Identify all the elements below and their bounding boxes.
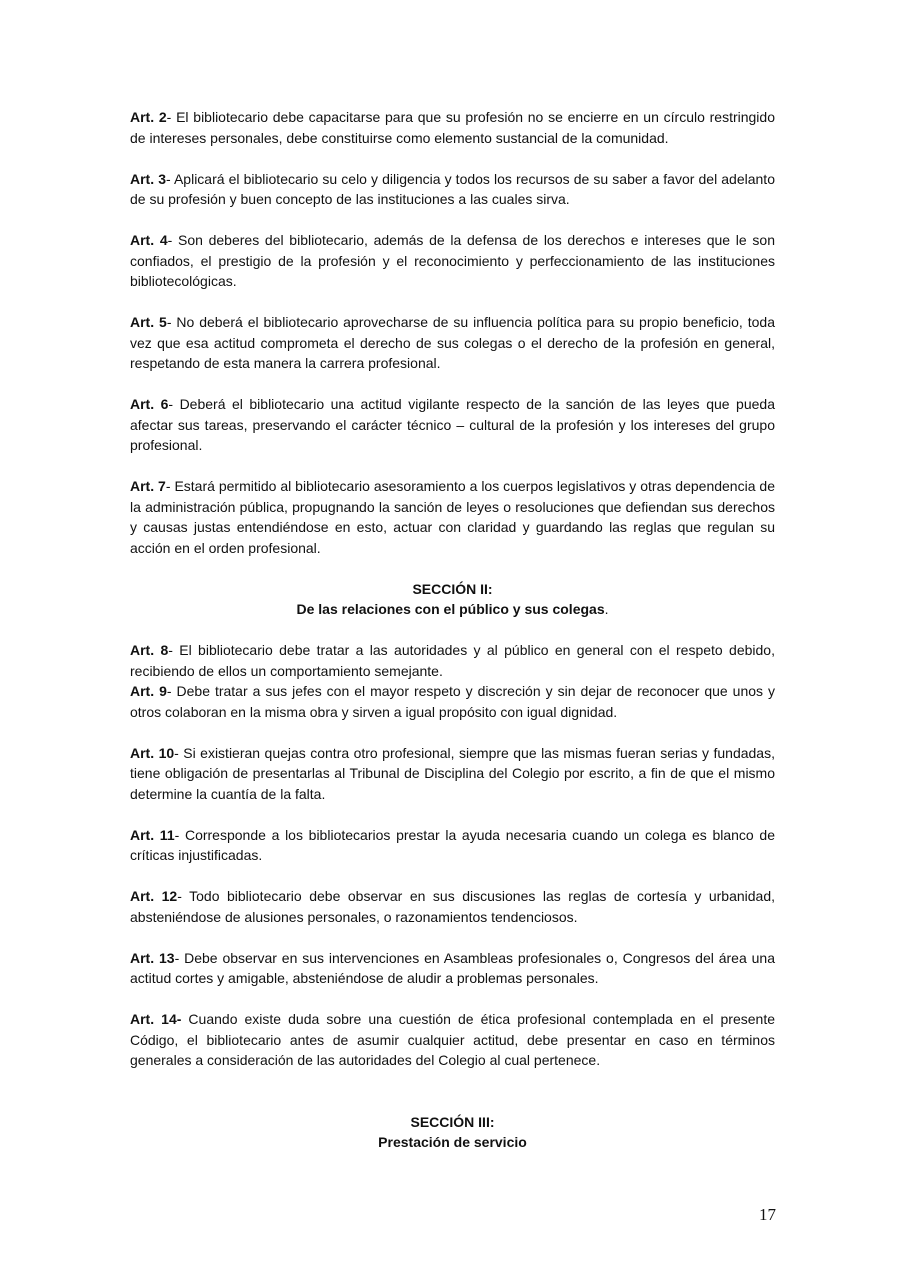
article-label: Art. 9 — [130, 683, 167, 699]
article-10 — [130, 743, 775, 805]
article-text: Cuando existe duda sobre una cuestión de ética profesional contemplada en el presente Código, el bibliotecario antes de asumir cualquier actitud, debe presentar en caso en términos generales a consideración de las autoridades del Colegio al cual pertenece. — [130, 1011, 775, 1068]
article-label: Art. 5 — [130, 314, 167, 330]
article-label: Art. 10 — [130, 744, 175, 761]
article-2 — [130, 107, 775, 148]
section-3-subtitle: Prestación de servicio — [378, 1134, 527, 1150]
section-2-subtitle-suffix: . — [604, 601, 609, 617]
article-5 — [130, 312, 775, 374]
article-3 — [130, 169, 775, 210]
page-number: 17 — [759, 1205, 776, 1224]
article-8 — [130, 640, 775, 681]
article-text: - El bibliotecario debe tratar a las autoridades y al público en general con el respeto debido, recibiendo de ellos un comportamiento semejante. — [130, 642, 775, 679]
article-text: - Son deberes del bibliotecario, además de la defensa de los derechos e intereses que le son confiados, el prestigio de la profesión y el reconocimiento y perfeccionamiento de las instituciones bibliotecológicas. — [130, 232, 775, 289]
section-2-heading: SECCIÓN II: — [412, 580, 493, 597]
article-label: Art. 8 — [130, 642, 169, 658]
page-content — [130, 107, 775, 1153]
article-12 — [130, 886, 775, 927]
article-14 — [130, 1009, 775, 1071]
article-13 — [130, 948, 775, 989]
article-label: Art. 4 — [130, 232, 168, 248]
article-4 — [130, 230, 775, 292]
article-text: - Si existieran quejas contra otro profesional, siempre que las mismas fueran serias y fundadas, tiene obligación de presentarlas al Tribunal de Disciplina del Colegio por escrito, a fin de que el mismo determine la cuantía de la falta. — [130, 744, 775, 802]
article-7 — [130, 476, 775, 558]
article-label: Art. 3 — [130, 170, 166, 187]
article-label: Art. 7 — [130, 478, 166, 494]
article-text: - Debe tratar a sus jefes con el mayor respeto y discreción y sin dejar de reconocer que unos y otros colaboran en la misma obra y sirven a igual propósito con igual dignidad. — [130, 683, 775, 720]
article-label: Art. 12 — [130, 888, 178, 904]
article-label: Art. 6 — [130, 396, 169, 412]
article-11 — [130, 825, 775, 866]
article-6 — [130, 394, 775, 456]
article-text: - Aplicará el bibliotecario su celo y diligencia y todos los recursos de su saber a favor del adelanto de su profesión y buen concepto de las instituciones a las cuales sirva. — [130, 170, 775, 207]
section-3-heading: SECCIÓN III: — [410, 1113, 495, 1130]
article-text: - No deberá el bibliotecario aprovecharse de su influencia política para su propio beneficio, toda vez que esa actitud comprometa el derecho de sus colegas o el derecho de la profesión en general, respetando de esta manera la carrera profesional. — [130, 314, 775, 371]
article-label: Art. 13 — [130, 949, 175, 966]
article-text: - Corresponde a los bibliotecarios prestar la ayuda necesaria cuando un colega es blanco de críticas injustificadas. — [130, 826, 775, 863]
article-text: - Deberá el bibliotecario una actitud vigilante respecto de la sanción de las leyes que pueda afectar sus tareas, preservando el carácter técnico – cultural de la profesión y los intereses del grupo profesional. — [130, 396, 775, 453]
article-label: Art. 14- — [130, 1011, 182, 1027]
section-2-subtitle-text: De las relaciones con el público y sus colegas — [296, 601, 605, 617]
article-text: - El bibliotecario debe capacitarse para que su profesión no se encierre en un círculo restringido de intereses personales, debe constituirse como elemento sustancial de la comunidad. — [130, 109, 775, 146]
article-label: Art. 11 — [130, 826, 175, 843]
article-9 — [130, 681, 775, 722]
article-text: - Estará permitido al bibliotecario asesoramiento a los cuerpos legislativos y otras dependencia de la administración pública, propugnando la sanción de leyes o resoluciones que defiendan sus derechos y causas justas entendiéndose en esto, actuar con claridad y guardando las reglas que regulan su acción en el orden profesional. — [130, 478, 775, 556]
article-text: - Todo bibliotecario debe observar en sus discusiones las reglas de cortesía y urbanidad, absteniéndose de alusiones personales, o razonamientos tendenciosos. — [130, 888, 776, 925]
section-2-subtitle — [130, 599, 775, 620]
article-label: Art. 2 — [130, 109, 167, 125]
article-text: - Debe observar en sus intervenciones en Asambleas profesionales o, Congresos del área una actitud cortes y amigable, absteniéndose de aludir a problemas personales. — [130, 949, 775, 986]
